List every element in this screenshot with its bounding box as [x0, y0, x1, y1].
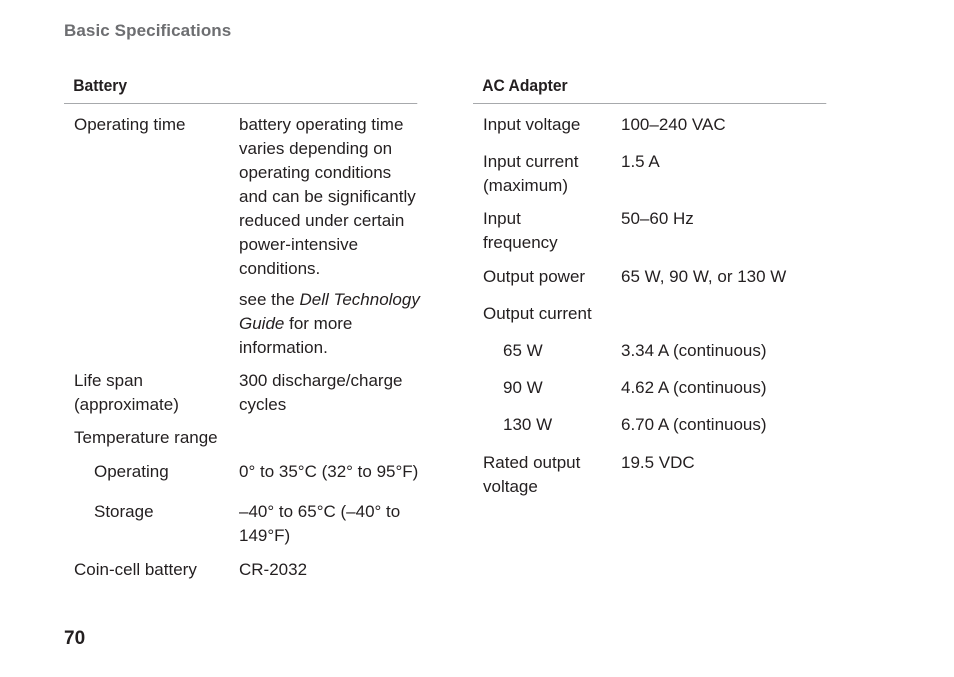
- storage-temp-value: –40° to 65°C (–40° to 149°F): [239, 502, 401, 545]
- output-current-130-row: [473, 413, 857, 437]
- output-current-130-value: 6.70 A (continuous): [621, 415, 767, 434]
- output-power-value: 65 W, 90 W, or 130 W: [621, 267, 787, 286]
- operating-temp-label: Operating: [94, 462, 169, 481]
- rated-output-voltage-label: Rated output voltage: [483, 453, 581, 496]
- input-voltage-label: Input voltage: [483, 115, 581, 134]
- page-number: 70: [64, 628, 86, 649]
- output-power-label: Output power: [483, 267, 586, 286]
- input-voltage-value: 100–240 VAC: [621, 115, 726, 134]
- coin-cell-row: [64, 558, 448, 582]
- operating-time-label: Operating time: [74, 115, 186, 134]
- guide-title-part-1: Dell Technology: [299, 290, 420, 309]
- input-frequency-label: Input frequency: [483, 209, 558, 252]
- temperature-label: Temperature range: [74, 428, 218, 447]
- see-guide-text: see the Dell Technology Guide for more information.: [239, 290, 420, 357]
- input-voltage-row: [473, 113, 857, 137]
- output-power-row: [473, 265, 857, 289]
- battery-section: [64, 75, 448, 582]
- storage-temp-label: Storage: [94, 502, 154, 521]
- input-frequency-row: [473, 207, 857, 255]
- output-current-90-label: 90 W: [503, 378, 543, 397]
- output-current-65-value: 3.34 A (continuous): [621, 341, 767, 360]
- input-current-value: 1.5 A: [621, 152, 660, 171]
- rated-output-voltage-value: 19.5 VDC: [621, 453, 695, 472]
- operating-time-value: [239, 113, 448, 360]
- input-current-row: [473, 150, 857, 198]
- coin-cell-value: CR-2032: [239, 560, 308, 579]
- life-span-label: Life span (approximate): [74, 371, 179, 414]
- battery-title: Battery: [64, 75, 417, 104]
- output-current-90-value: 4.62 A (continuous): [621, 378, 767, 397]
- operating-temp-row: [64, 460, 448, 484]
- storage-temp-row: [64, 500, 448, 548]
- ac-adapter-title: AC Adapter: [473, 75, 826, 104]
- output-current-label: Output current: [483, 304, 592, 323]
- input-frequency-value: 50–60 Hz: [621, 209, 694, 228]
- operating-temp-value: 0° to 35°C (32° to 95°F): [239, 462, 419, 481]
- output-current-130-label: 130 W: [503, 415, 553, 434]
- output-current-65-label: 65 W: [503, 341, 543, 360]
- output-current-65-row: [473, 339, 857, 363]
- life-span-value: 300 discharge/charge cycles: [239, 371, 403, 414]
- guide-title-part-2: Guide: [239, 314, 285, 333]
- ac-adapter-section: [473, 75, 857, 499]
- output-current-row: [473, 302, 857, 326]
- temperature-row: [64, 426, 448, 450]
- life-span-row: [64, 369, 448, 417]
- input-current-label: Input current (maximum): [483, 152, 579, 195]
- operating-time-text: battery operating time varies depending on operating conditions and can be significantly reduced under certain power-intensive conditions.: [239, 115, 416, 278]
- output-current-90-row: [473, 376, 857, 400]
- rated-output-voltage-row: [473, 451, 857, 499]
- operating-time-row: [64, 113, 448, 360]
- coin-cell-label: Coin-cell battery: [74, 560, 197, 579]
- page-header: Basic Specifications: [64, 21, 232, 40]
